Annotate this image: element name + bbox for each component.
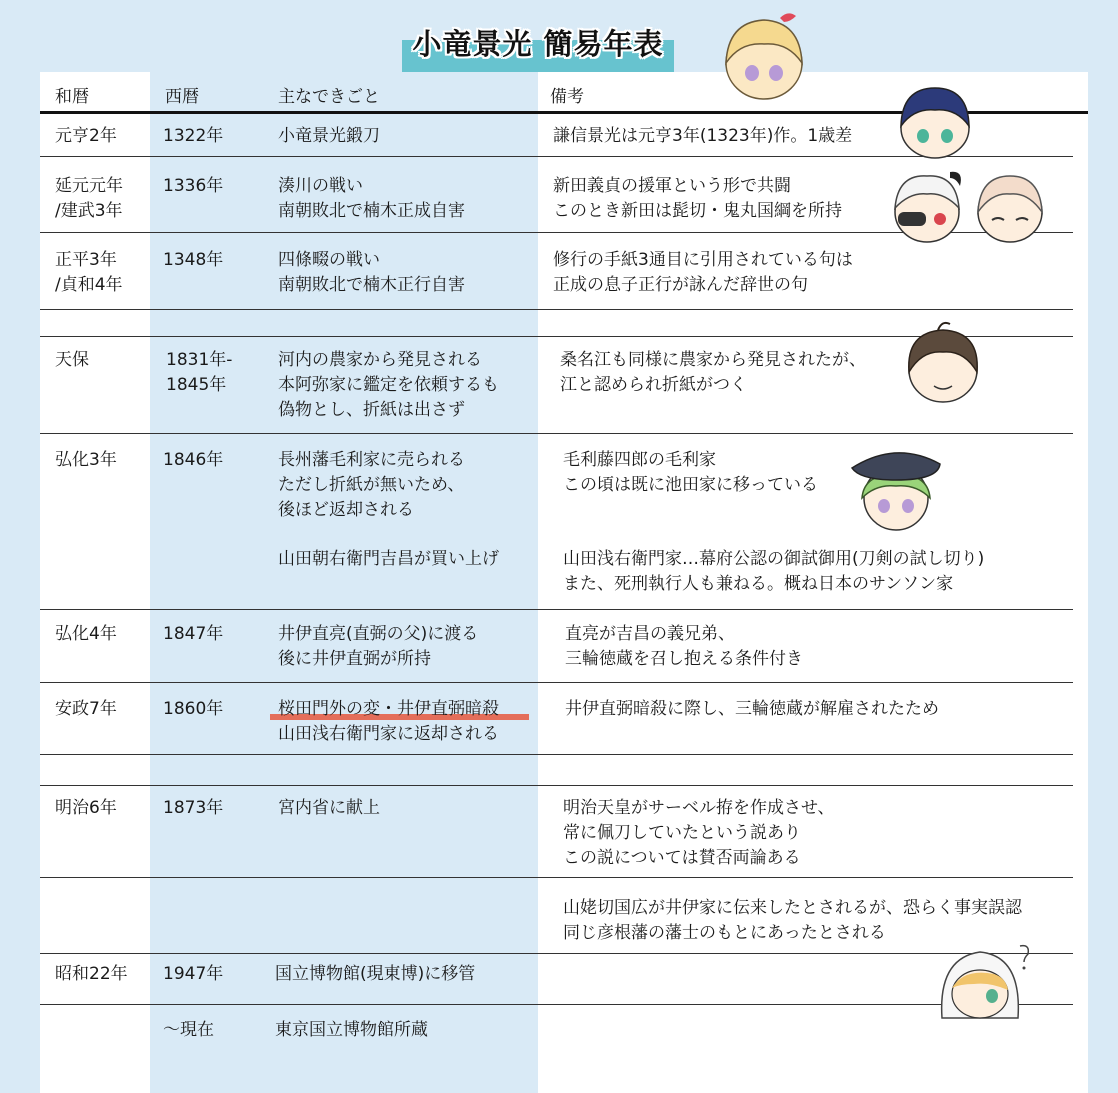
row-seireki: 1873年 (163, 798, 224, 818)
header-wareki: 和暦 (55, 87, 89, 107)
character-pale-hair-illustration (970, 168, 1050, 248)
row-note: 桑名江も同様に農家から発見されたが、 江と認められ折紙がつく (560, 350, 866, 395)
row-event: 東京国立博物館所蔵 (275, 1020, 428, 1040)
event-column-stripe (263, 72, 538, 1093)
character-blonde-illustration (718, 8, 810, 106)
row-wareki: 明治6年 (55, 798, 117, 818)
row-divider (40, 682, 1073, 683)
row-event: 宮内省に献上 (278, 798, 380, 818)
character-navy-hair-illustration (892, 82, 978, 162)
row-note: 新田義貞の援軍という形で共闘 このとき新田は髭切・鬼丸国綱を所持 (553, 176, 842, 221)
row-wareki: 昭和22年 (55, 964, 128, 984)
row-divider (40, 877, 1073, 878)
header-event: 主なできごと (278, 87, 380, 107)
character-green-hair-cap-illustration (846, 440, 946, 536)
row-divider (40, 953, 1073, 954)
row-divider (40, 609, 1073, 610)
seireki-column-stripe (150, 72, 263, 1093)
row-note: 修行の手紙3通目に引用されている句は 正成の息子正行が詠んだ辞世の句 (553, 250, 853, 295)
header-seireki: 西暦 (165, 87, 199, 107)
character-white-hair-eyepatch-illustration (884, 166, 970, 248)
row-seireki: 1322年 (163, 126, 224, 146)
row-event: 小竜景光鍛刀 (278, 126, 380, 146)
row-seireki: 1348年 (163, 250, 224, 270)
character-hooded-illustration (934, 938, 1034, 1028)
row-event: 湊川の戦い 南朝敗北で楠木正成自害 (278, 176, 465, 221)
row-seireki: 1336年 (163, 176, 224, 196)
title-block (402, 22, 674, 72)
row-wareki: 元亨2年 (55, 126, 117, 146)
row-event: 四條畷の戦い 南朝敗北で楠木正行自害 (278, 250, 465, 295)
row-seireki: 1860年 (163, 699, 224, 719)
row-seireki: ～現在 (163, 1020, 214, 1040)
row-divider (40, 754, 1073, 755)
row-event: 桜田門外の変・井伊直弼暗殺 山田浅右衛門家に返却される (278, 699, 499, 744)
row-event: 長州藩毛利家に売られる ただし折紙が無いため、 後ほど返却される (278, 450, 465, 520)
row-note: 謙信景光は元亨3年(1323年)作。1歳差 (553, 126, 853, 146)
row-note: 井伊直弼暗殺に際し、三輪徳蔵が解雇されたため (565, 699, 939, 719)
row-event: 井伊直亮(直弼の父)に渡る 後に井伊直弼が所持 (278, 624, 479, 669)
row-event: 国立博物館(現東博)に移管 (275, 964, 476, 984)
row-note: 毛利藤四郎の毛利家 この頃は既に池田家に移っている (563, 450, 818, 495)
row-wareki: 天保 (55, 350, 89, 370)
header-note: 備考 (550, 87, 584, 107)
row-seireki: 1846年 (163, 450, 224, 470)
row-seireki: 1947年 (163, 964, 224, 984)
row-wareki: 弘化4年 (55, 624, 117, 644)
row-wareki: 弘化3年 (55, 450, 117, 470)
row-wareki: 安政7年 (55, 699, 117, 719)
row-divider (40, 309, 1073, 310)
row-seireki: 1831年- 1845年 (166, 350, 233, 395)
page-title: 小竜景光 簡易年表 (412, 27, 664, 61)
row-seireki: 1847年 (163, 624, 224, 644)
row-note: 直亮が吉昌の義兄弟、 三輪徳蔵を召し抱える条件付き (565, 624, 803, 669)
row-note: 山姥切国広が井伊家に伝来したとされるが、恐らく事実誤認 同じ彦根藩の藩士のもとにあったとされる (563, 898, 1022, 943)
row-wareki: 延元元年 /建武3年 (55, 176, 123, 221)
row-divider (40, 785, 1073, 786)
row-wareki: 正平3年 /貞和4年 (55, 250, 123, 295)
row-note: 明治天皇がサーベル拵を作成させ、 常に佩刀していたという説あり この説については賛否両論ある (563, 798, 835, 868)
row-divider (40, 1004, 1073, 1005)
row-divider (40, 433, 1073, 434)
character-brown-hair-illustration (898, 320, 988, 406)
row-event: 河内の農家から発見される 本阿弥家に鑑定を依頼するも 偽物とし、折紙は出さず (278, 350, 499, 420)
row-note: 山田浅右衛門家…幕府公認の御試御用(刀剣の試し切り) また、死刑執行人も兼ねる。概ね日本のサンソン家 (563, 549, 985, 594)
row-event: 山田朝右衛門吉昌が買い上げ (278, 549, 499, 569)
